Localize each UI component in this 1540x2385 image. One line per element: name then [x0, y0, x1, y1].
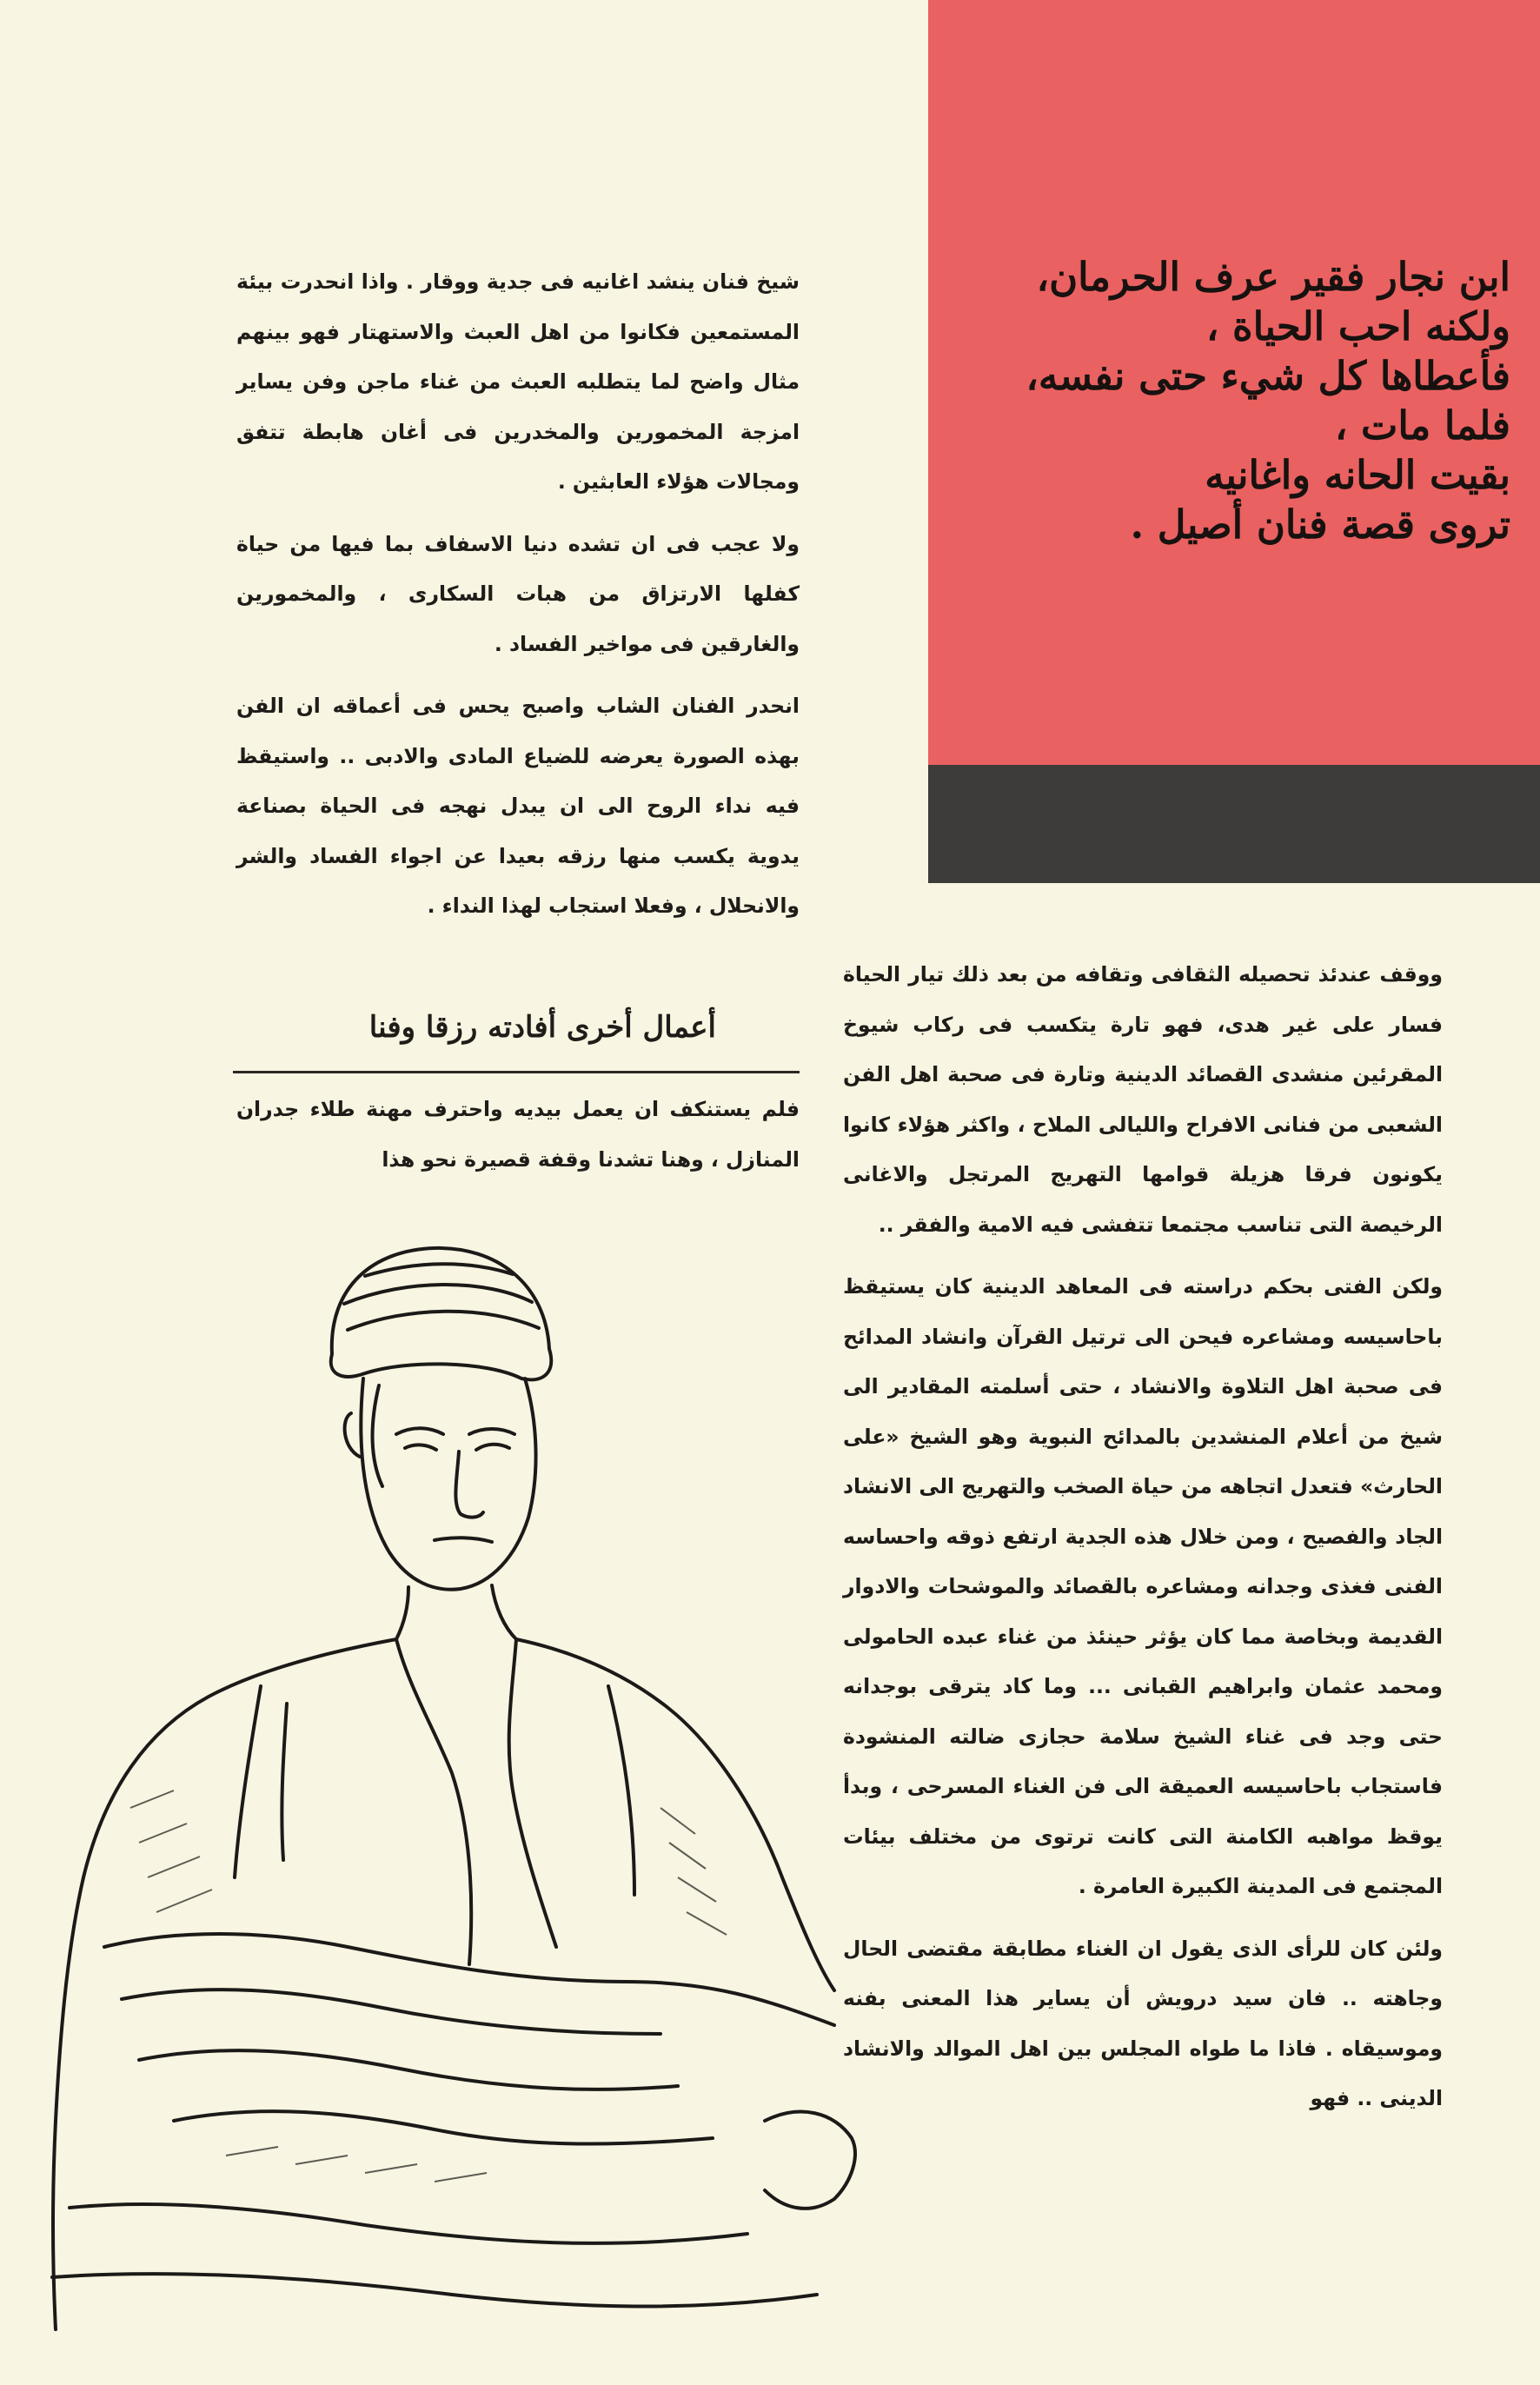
- pull-quote-line: فلما مات ،: [1334, 402, 1510, 448]
- paragraph: شيخ فنان ينشد اغانيه فى جدية ووقار . واذا انحدرت بيئة المستمعين فكانوا من اهل العبث والاستهتار فهو بينهم مثال واضح لما يتطلبه العبث من غناء ماجن وفن يساير امزجة المخمورين والمخدرين فى أغان هابطة تتفق ومجالات هؤلاء العابثين .: [236, 269, 800, 494]
- heading-rule: [233, 1071, 800, 1073]
- paragraph: فلم يستنكف ان يعمل بيديه واحترف مهنة طلاء جدران المنازل ، وهنا تشدنا وقفة قصيرة نحو هذا: [236, 1097, 800, 1172]
- pull-quote: [954, 252, 1510, 549]
- portrait-illustration: [0, 1199, 869, 2364]
- pull-quote-line: ابن نجار فقير عرف الحرمان،: [1036, 254, 1510, 300]
- right-column: [843, 950, 1443, 2136]
- paragraph: انحدر الفنان الشاب واصبح يحس فى أعماقه ان الفن بهذه الصورة يعرضه للضياع المادى والادبى .. واستيقظ فيه نداء الروح الى ان يبدل نهجه فى الحياة بصناعة يدوية يكسب منها رزقه بعيدا عن اجواء الفساد والشر والانحلال ، وفعلا استجاب لهذا النداء .: [236, 694, 800, 918]
- turban-outline: [331, 1248, 551, 1379]
- left-column: [236, 257, 800, 944]
- paragraph: ولئن كان للرأى الذى يقول ان الغناء مطابقة مقتضى الحال وجاهته .. فان سيد درويش أن يساير هذا المعنى بفنه وموسيقاه . فاذا ما طواه المجلس بين اهل الموالد والانشاد الدينى .. فهو: [843, 1936, 1443, 2110]
- paragraph: ووقف عندئذ تحصيله الثقافى وتقافه من بعد ذلك تيار الحياة فسار على غير هدى، فهو تارة يتكسب فى ركاب شيوخ المقرئين منشدى القصائد الدينية وتارة فى صحبة اهل الفن الشعبى من فنانى الافراح والليالى الملاح ، واكثر هؤلاء كانوا يكونون فرقا هزيلة قوامها التهريج المرتجل والاغانى الرخيصة التى تناسب مجتمعا تتفشى فيه الامية والفقر ..: [843, 962, 1443, 1237]
- pull-quote-line: تروى قصة فنان أصيل .: [1130, 502, 1510, 548]
- paragraph: ولا عجب فى ان تشده دنيا الاسفاف بما فيها من حياة كفلها الارتزاق من هبات السكارى ، والمخمورين والغارقين فى مواخير الفساد .: [236, 531, 800, 656]
- pull-quote-line: ولكنه احب الحياة ،: [1205, 303, 1510, 349]
- section-subheading: أعمال أخرى أفادته رزقا وفنا: [368, 1010, 716, 1045]
- paragraph: ولكن الفتى بحكم دراسته فى المعاهد الدينية كان يستيقظ باحاسيسه ومشاعره فيحن الى ترتيل القرآن وانشاد المدائح فى صحبة اهل التلاوة والانشاد ، حتى أسلمته المقادير الى شيخ من أعلام المنشدين بالمدائح النبوية وهو الشيخ «على الحارث» فتعدل اتجاهه من حياة الصخب والتهريج الى الانشاد الجاد والفصيح ، ومن خلال هذه الجدية ارتفع ذوقه واحساسه الفنى فغذى وجدانه ومشاعره بالقصائد والموشحات والادوار القديمة وبخاصة مما كان يؤثر حينئذ من غناء عبده الحامولى ومحمد عثمان وابراهيم القبانى ... وما كاد يترقى بوجدانه حتى وجد فى غناء الشيخ سلامة حجازى ضالته المنشودة فاستجاب باحاسيسه العميقة الى فن الغناء المسرحى ، وبدأ يوقظ مواهبه الكامنة التى كانت ترتوى من مختلف بيئات المجتمع فى المدينة الكبيرة العامرة .: [843, 1274, 1443, 1898]
- face-outline: [361, 1379, 535, 1590]
- pull-quote-line: فأعطاها كل شيء حتى نفسه،: [1026, 353, 1510, 399]
- robe-outline: [53, 1639, 396, 2329]
- left-column-continued: [236, 1085, 800, 1197]
- hand-outline: [765, 2112, 855, 2209]
- dark-band: [928, 765, 1540, 883]
- pull-quote-line: بقيت الحانه واغانيه: [1205, 452, 1510, 498]
